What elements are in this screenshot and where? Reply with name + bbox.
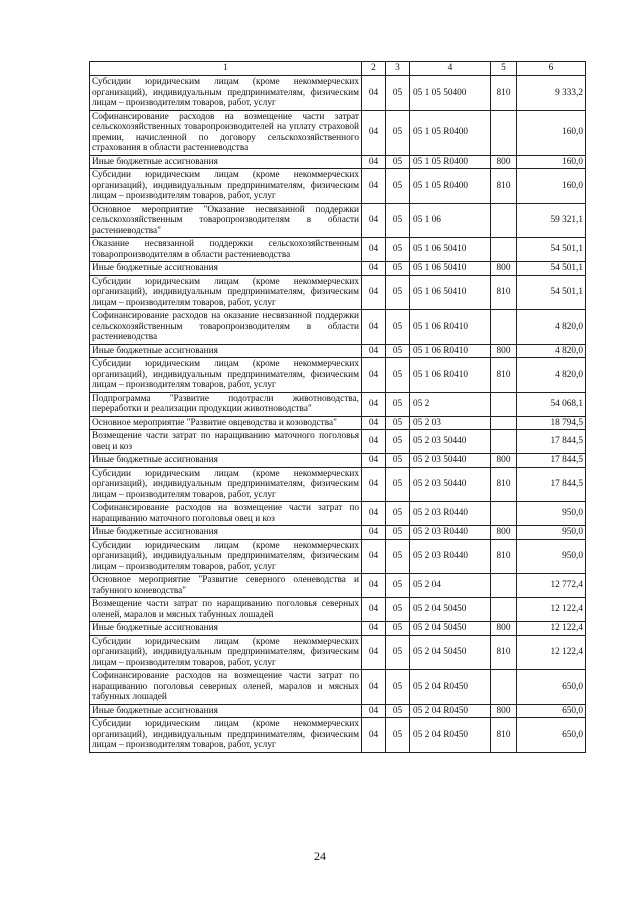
row-expense-type-cell: [491, 392, 517, 416]
row-amount-cell: 54 501,1: [517, 275, 586, 310]
row-name-cell: Субсидии юридическим лицам (кроме некоммерческих организаций), индивидуальным предпринимателям, физическим лицам – производителям товаров, работ, услуг: [90, 635, 362, 670]
row-target-article-cell: 05 2 03 R0440: [410, 502, 491, 526]
row-expense-type-cell: 810: [491, 467, 517, 502]
table-row: [90, 76, 586, 111]
table-header-row: [90, 62, 586, 76]
row-podrazdel-cell: 05: [386, 310, 410, 345]
row-podrazdel-cell: 05: [386, 169, 410, 204]
table-row: [90, 110, 586, 155]
row-amount-cell: 4 820,0: [517, 344, 586, 358]
table-row: [90, 155, 586, 169]
row-target-article-cell: 05 1 06: [410, 203, 491, 238]
row-podrazdel-cell: 05: [386, 718, 410, 753]
row-amount-cell: 54 501,1: [517, 262, 586, 276]
row-name-cell: Оказание несвязанной поддержки сельскохозяйственным товаропроизводителям в области растениеводства: [90, 238, 362, 262]
row-expense-type-cell: [491, 430, 517, 454]
row-target-article-cell: 05 2 04 50450: [410, 622, 491, 636]
table-row: [90, 454, 586, 468]
row-amount-cell: 9 333,2: [517, 76, 586, 111]
row-amount-cell: 160,0: [517, 169, 586, 204]
table-row: [90, 622, 586, 636]
row-amount-cell: 650,0: [517, 704, 586, 718]
table-row: [90, 718, 586, 753]
row-podrazdel-cell: 05: [386, 110, 410, 155]
row-razdel-cell: 04: [362, 502, 386, 526]
table-row: [90, 262, 586, 276]
row-target-article-cell: 05 1 06 50410: [410, 262, 491, 276]
row-name-cell: Иные бюджетные ассигнования: [90, 155, 362, 169]
row-expense-type-cell: [491, 310, 517, 345]
row-target-article-cell: 05 2 03 50440: [410, 430, 491, 454]
row-expense-type-cell: [491, 598, 517, 622]
table-row: [90, 169, 586, 204]
row-razdel-cell: 04: [362, 467, 386, 502]
row-expense-type-cell: 810: [491, 635, 517, 670]
row-expense-type-cell: 810: [491, 275, 517, 310]
row-expense-type-cell: [491, 110, 517, 155]
row-name-cell: Иные бюджетные ассигнования: [90, 344, 362, 358]
row-amount-cell: 17 844,5: [517, 454, 586, 468]
row-name-cell: Возмещение части затрат по наращиванию маточного поголовья овец и коз: [90, 430, 362, 454]
row-razdel-cell: 04: [362, 110, 386, 155]
row-podrazdel-cell: 05: [386, 526, 410, 540]
row-name-cell: Основное мероприятие "Развитие овцеводства и козоводства": [90, 416, 362, 430]
row-podrazdel-cell: 05: [386, 670, 410, 705]
row-target-article-cell: 05 2 04 50450: [410, 598, 491, 622]
row-amount-cell: 160,0: [517, 155, 586, 169]
row-razdel-cell: 04: [362, 262, 386, 276]
row-name-cell: Возмещение части затрат по наращиванию поголовья северных оленей, маралов и мясных табунных лошадей: [90, 598, 362, 622]
table-row: [90, 704, 586, 718]
row-razdel-cell: 04: [362, 392, 386, 416]
row-expense-type-cell: 810: [491, 169, 517, 204]
row-target-article-cell: 05 2 04 R0450: [410, 718, 491, 753]
row-podrazdel-cell: 05: [386, 203, 410, 238]
row-podrazdel-cell: 05: [386, 598, 410, 622]
row-podrazdel-cell: 05: [386, 704, 410, 718]
row-amount-cell: 160,0: [517, 110, 586, 155]
table-row: [90, 392, 586, 416]
row-razdel-cell: 04: [362, 526, 386, 540]
row-amount-cell: 54 501,1: [517, 238, 586, 262]
row-amount-cell: 950,0: [517, 502, 586, 526]
row-name-cell: Субсидии юридическим лицам (кроме некоммерческих организаций), индивидуальным предпринимателям, физическим лицам – производителям товаров, работ, услуг: [90, 76, 362, 111]
row-razdel-cell: 04: [362, 169, 386, 204]
row-target-article-cell: 05 2 03: [410, 416, 491, 430]
header-cell: 5: [491, 62, 517, 76]
row-name-cell: Субсидии юридическим лицам (кроме некоммерческих организаций), индивидуальным предпринимателям, физическим лицам – производителям товаров, работ, услуг: [90, 275, 362, 310]
row-expense-type-cell: [491, 416, 517, 430]
row-name-cell: Софинансирование расходов на возмещение части затрат по наращиванию поголовья северных оленей, маралов и мясных табунных лошадей: [90, 670, 362, 705]
row-podrazdel-cell: 05: [386, 635, 410, 670]
row-target-article-cell: 05 1 06 R0410: [410, 358, 491, 393]
budget-table: [89, 61, 586, 753]
table-row: [90, 574, 586, 598]
row-razdel-cell: 04: [362, 635, 386, 670]
row-name-cell: Софинансирование расходов на оказание несвязанной поддержки сельскохозяйственным товаропроизводителям в области растениеводства: [90, 310, 362, 345]
row-amount-cell: 12 772,4: [517, 574, 586, 598]
row-target-article-cell: 05 2 03 R0440: [410, 539, 491, 574]
row-podrazdel-cell: 05: [386, 238, 410, 262]
row-podrazdel-cell: 05: [386, 358, 410, 393]
row-razdel-cell: 04: [362, 670, 386, 705]
row-razdel-cell: 04: [362, 76, 386, 111]
row-razdel-cell: 04: [362, 574, 386, 598]
row-target-article-cell: 05 1 06 R0410: [410, 344, 491, 358]
row-name-cell: Субсидии юридическим лицам (кроме некоммерческих организаций), индивидуальным предпринимателям, физическим лицам – производителям товаров, работ, услуг: [90, 358, 362, 393]
table-row: [90, 539, 586, 574]
row-amount-cell: 59 321,1: [517, 203, 586, 238]
row-razdel-cell: 04: [362, 275, 386, 310]
row-expense-type-cell: 810: [491, 76, 517, 111]
table-row: [90, 203, 586, 238]
row-name-cell: Софинансирование расходов на возмещение части затрат сельскохозяйственных товаропроизводителей на уплату страховой премии, начисленной по договору сельскохозяйственного страхования в области растениеводства: [90, 110, 362, 155]
row-name-cell: Подпрограмма "Развитие подотрасли животноводства, переработки и реализации продукции животноводства": [90, 392, 362, 416]
row-podrazdel-cell: 05: [386, 392, 410, 416]
row-amount-cell: 18 794,5: [517, 416, 586, 430]
row-name-cell: Субсидии юридическим лицам (кроме некоммерческих организаций), индивидуальным предпринимателям, физическим лицам – производителям товаров, работ, услуг: [90, 169, 362, 204]
row-podrazdel-cell: 05: [386, 416, 410, 430]
row-amount-cell: 950,0: [517, 526, 586, 540]
row-podrazdel-cell: 05: [386, 155, 410, 169]
row-name-cell: Софинансирование расходов на возмещение части затрат по наращиванию маточного поголовья овец и коз: [90, 502, 362, 526]
table-row: [90, 358, 586, 393]
header-cell: 6: [517, 62, 586, 76]
row-expense-type-cell: 800: [491, 262, 517, 276]
page-number: 24: [314, 849, 326, 863]
row-amount-cell: 54 068,1: [517, 392, 586, 416]
row-razdel-cell: 04: [362, 238, 386, 262]
row-target-article-cell: 05 1 05 R0400: [410, 155, 491, 169]
row-podrazdel-cell: 05: [386, 430, 410, 454]
row-target-article-cell: 05 2 03 50440: [410, 454, 491, 468]
table-body: [90, 76, 586, 753]
row-podrazdel-cell: 05: [386, 539, 410, 574]
row-name-cell: Основное мероприятие "Оказание несвязанной поддержки сельскохозяйственным товаропроизводителям в области растениеводства": [90, 203, 362, 238]
row-razdel-cell: 04: [362, 416, 386, 430]
table-row: [90, 310, 586, 345]
row-target-article-cell: 05 1 06 R0410: [410, 310, 491, 345]
row-target-article-cell: 05 1 05 R0400: [410, 110, 491, 155]
table-row: [90, 275, 586, 310]
row-podrazdel-cell: 05: [386, 622, 410, 636]
table-row: [90, 635, 586, 670]
row-target-article-cell: 05 2: [410, 392, 491, 416]
row-expense-type-cell: [491, 238, 517, 262]
row-name-cell: Иные бюджетные ассигнования: [90, 704, 362, 718]
table-row: [90, 238, 586, 262]
row-razdel-cell: 04: [362, 203, 386, 238]
row-expense-type-cell: [491, 502, 517, 526]
header-cell: 1: [90, 62, 362, 76]
row-podrazdel-cell: 05: [386, 76, 410, 111]
row-target-article-cell: 05 1 06 50410: [410, 238, 491, 262]
row-podrazdel-cell: 05: [386, 275, 410, 310]
row-target-article-cell: 05 2 03 R0440: [410, 526, 491, 540]
header-cell: 2: [362, 62, 386, 76]
row-target-article-cell: 05 2 04: [410, 574, 491, 598]
row-razdel-cell: 04: [362, 344, 386, 358]
row-amount-cell: 17 844,5: [517, 430, 586, 454]
row-expense-type-cell: 810: [491, 539, 517, 574]
row-expense-type-cell: 810: [491, 358, 517, 393]
row-amount-cell: 650,0: [517, 718, 586, 753]
table-row: [90, 670, 586, 705]
row-target-article-cell: 05 1 06 50410: [410, 275, 491, 310]
row-name-cell: Основное мероприятие "Развитие северного оленеводства и табунного коневодства": [90, 574, 362, 598]
row-razdel-cell: 04: [362, 430, 386, 454]
row-target-article-cell: 05 1 05 R0400: [410, 169, 491, 204]
row-podrazdel-cell: 05: [386, 467, 410, 502]
row-amount-cell: 12 122,4: [517, 635, 586, 670]
row-expense-type-cell: 800: [491, 344, 517, 358]
row-amount-cell: 17 844,5: [517, 467, 586, 502]
row-podrazdel-cell: 05: [386, 502, 410, 526]
row-podrazdel-cell: 05: [386, 262, 410, 276]
row-expense-type-cell: 800: [491, 622, 517, 636]
row-amount-cell: 650,0: [517, 670, 586, 705]
row-razdel-cell: 04: [362, 539, 386, 574]
row-razdel-cell: 04: [362, 598, 386, 622]
header-cell: 4: [410, 62, 491, 76]
row-amount-cell: 12 122,4: [517, 622, 586, 636]
row-razdel-cell: 04: [362, 454, 386, 468]
table-row: [90, 344, 586, 358]
row-razdel-cell: 04: [362, 704, 386, 718]
row-name-cell: Иные бюджетные ассигнования: [90, 622, 362, 636]
row-name-cell: Субсидии юридическим лицам (кроме некоммерческих организаций), индивидуальным предпринимателям, физическим лицам – производителям товаров, работ, услуг: [90, 467, 362, 502]
table-row: [90, 502, 586, 526]
table-row: [90, 416, 586, 430]
row-amount-cell: 4 820,0: [517, 310, 586, 345]
row-amount-cell: 950,0: [517, 539, 586, 574]
row-podrazdel-cell: 05: [386, 574, 410, 598]
row-target-article-cell: 05 1 05 50400: [410, 76, 491, 111]
row-expense-type-cell: [491, 670, 517, 705]
row-podrazdel-cell: 05: [386, 454, 410, 468]
row-name-cell: Субсидии юридическим лицам (кроме некоммерческих организаций), индивидуальным предпринимателям, физическим лицам – производителям товаров, работ, услуг: [90, 539, 362, 574]
row-expense-type-cell: 800: [491, 454, 517, 468]
row-expense-type-cell: [491, 574, 517, 598]
row-name-cell: Иные бюджетные ассигнования: [90, 262, 362, 276]
row-expense-type-cell: 800: [491, 704, 517, 718]
header-cell: 3: [386, 62, 410, 76]
row-podrazdel-cell: 05: [386, 344, 410, 358]
row-razdel-cell: 04: [362, 622, 386, 636]
table-row: [90, 430, 586, 454]
row-amount-cell: 12 122,4: [517, 598, 586, 622]
row-razdel-cell: 04: [362, 358, 386, 393]
row-expense-type-cell: 810: [491, 718, 517, 753]
row-target-article-cell: 05 2 04 R0450: [410, 704, 491, 718]
row-expense-type-cell: [491, 203, 517, 238]
table-row: [90, 598, 586, 622]
row-razdel-cell: 04: [362, 155, 386, 169]
row-target-article-cell: 05 2 03 50440: [410, 467, 491, 502]
row-razdel-cell: 04: [362, 718, 386, 753]
row-name-cell: Субсидии юридическим лицам (кроме некоммерческих организаций), индивидуальным предпринимателям, физическим лицам – производителям товаров, работ, услуг: [90, 718, 362, 753]
table-row: [90, 526, 586, 540]
row-target-article-cell: 05 2 04 R0450: [410, 670, 491, 705]
table-row: [90, 467, 586, 502]
row-amount-cell: 4 820,0: [517, 358, 586, 393]
row-expense-type-cell: 800: [491, 526, 517, 540]
row-razdel-cell: 04: [362, 310, 386, 345]
row-expense-type-cell: 800: [491, 155, 517, 169]
row-name-cell: Иные бюджетные ассигнования: [90, 526, 362, 540]
row-name-cell: Иные бюджетные ассигнования: [90, 454, 362, 468]
row-target-article-cell: 05 2 04 50450: [410, 635, 491, 670]
